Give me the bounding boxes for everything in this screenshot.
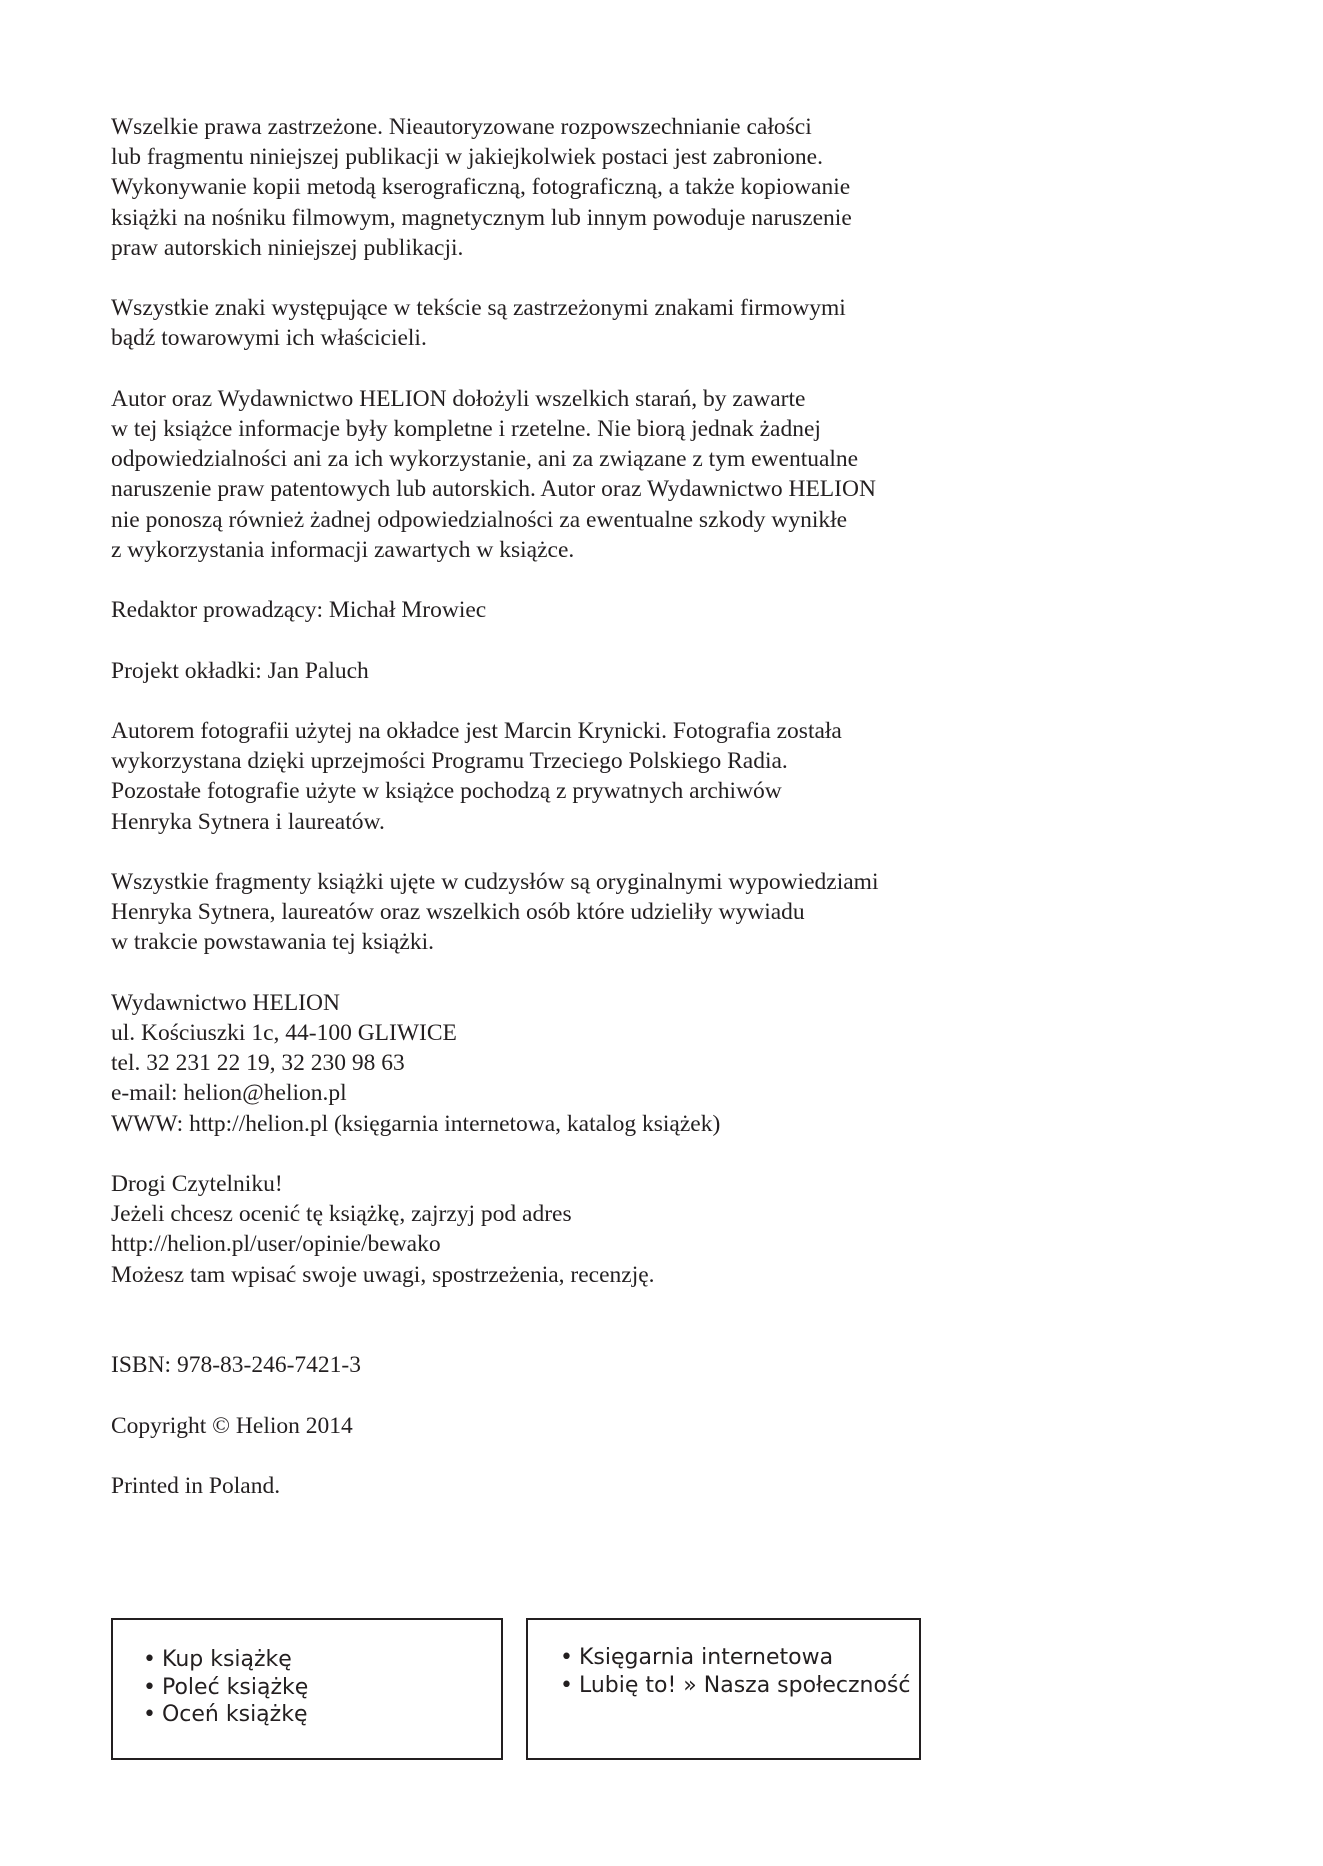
bullet-icon: • bbox=[560, 1645, 573, 1670]
text-line: w tej książce informacje były kompletne i rzetelne. Nie biorą jednak żadnej bbox=[111, 416, 821, 442]
bullet-icon: • bbox=[143, 1702, 156, 1727]
text-line: Pozostałe fotografie użyte w książce pochodzą z prywatnych archiwów bbox=[111, 778, 782, 805]
text-line: Wykonywanie kopii metodą kserograficzną, fotograficzną, a także kopiowanie bbox=[111, 174, 851, 201]
text-line: Wydawnictwo HELION bbox=[111, 989, 340, 1016]
text-line: Wszystkie fragmenty książki ujęte w cudzysłów są oryginalnymi wypowiedziami bbox=[111, 868, 879, 895]
book-actions-box bbox=[111, 1618, 503, 1760]
bullet-icon: • bbox=[560, 1672, 573, 1698]
text-line: Drogi Czytelniku! bbox=[111, 1170, 283, 1197]
text-line: ISBN: 978-83-246-7421-3 bbox=[111, 1352, 361, 1379]
document-text bbox=[111, 112, 1211, 1531]
text-line: e-mail: helion@helion.pl bbox=[111, 1080, 347, 1107]
text-line: Możesz tam wpisać swoje uwagi, spostrzeżenia, recenzję. bbox=[111, 1261, 655, 1288]
bullet-icon: • bbox=[143, 1674, 156, 1700]
text-line: Projekt okładki: Jan Paluch bbox=[111, 657, 369, 684]
bullet-icon: • bbox=[143, 1647, 156, 1672]
paragraph-editor bbox=[111, 595, 1211, 625]
text-line: Henryka Sytnera, laureatów oraz wszelkich osób które udzieliły wywiadu bbox=[111, 899, 805, 926]
text-line: http://helion.pl/user/opinie/bewako bbox=[111, 1231, 441, 1258]
text-line: Copyright © Helion 2014 bbox=[111, 1412, 353, 1439]
text-line: Jeżeli chcesz ocenić tę książkę, zajrzyj pod adres bbox=[111, 1201, 572, 1228]
recommend-book-link[interactable]: • Poleć książkę bbox=[143, 1674, 309, 1700]
paragraph-isbn bbox=[111, 1350, 1211, 1380]
text-line: Henryka Sytnera i laureatów. bbox=[111, 808, 385, 835]
text-line: Autor oraz Wydawnictwo HELION dołożyli wszelkich starań, by zawarte bbox=[111, 385, 806, 412]
online-bookstore-link[interactable]: • Księgarnia internetowa bbox=[560, 1645, 834, 1670]
text-line: wykorzystana dzięki uprzejmości Programu Trzeciego Polskiego Radia. bbox=[111, 748, 788, 775]
text-line: z wykorzystania informacji zawartych w książce. bbox=[111, 536, 575, 563]
text-line: odpowiedzialności ani za ich wykorzystanie, ani za związane z tym ewentualne bbox=[111, 446, 859, 473]
paragraph-photos bbox=[111, 716, 1211, 837]
paragraph-rights bbox=[111, 112, 1211, 263]
buy-book-link[interactable]: • Kup książkę bbox=[143, 1647, 292, 1672]
text-line: WWW: http://helion.pl (księgarnia internetowa, katalog książek) bbox=[111, 1110, 721, 1137]
text-line: bądź towarowymi ich właścicieli. bbox=[111, 325, 427, 352]
text-line: Printed in Poland. bbox=[111, 1472, 281, 1499]
text-line: nie ponoszą również żadnej odpowiedzialności za ewentualne szkody wynikłe bbox=[111, 506, 848, 533]
text-line: tel. 32 231 22 19, 32 230 98 63 bbox=[111, 1050, 405, 1077]
store-links-box bbox=[526, 1618, 921, 1760]
text-line: praw autorskich niniejszej publikacji. bbox=[111, 234, 464, 261]
text-line: ul. Kościuszki 1c, 44-100 GLIWICE bbox=[111, 1019, 457, 1046]
text-line: naruszenie praw patentowych lub autorskich. Autor oraz Wydawnictwo HELION bbox=[111, 476, 876, 503]
text-line: Redaktor prowadzący: Michał Mrowiec bbox=[111, 597, 487, 624]
paragraph-quotes bbox=[111, 867, 1211, 958]
paragraph-publisher-contact bbox=[111, 988, 1211, 1139]
paragraph-trademarks bbox=[111, 293, 1211, 353]
paragraph-copyright bbox=[111, 1411, 1211, 1441]
text-line: Wszelkie prawa zastrzeżone. Nieautoryzowane rozpowszechnianie całości bbox=[111, 114, 812, 140]
text-line: książki na nośniku filmowym, magnetycznym lub innym powoduje naruszenie bbox=[111, 204, 852, 231]
text-line: lub fragmentu niniejszej publikacji w jakiejkolwiek postaci jest zabronione. bbox=[111, 144, 823, 171]
rate-book-link[interactable]: • Oceń książkę bbox=[143, 1702, 308, 1727]
text-line: Autorem fotografii użytej na okładce jest Marcin Krynicki. Fotografia została bbox=[111, 717, 842, 744]
paragraph-reader-note bbox=[111, 1169, 1211, 1290]
text-line: Wszystkie znaki występujące w tekście są zastrzeżonymi znakami firmowymi bbox=[111, 295, 846, 322]
paragraph-printed bbox=[111, 1471, 1211, 1501]
community-link[interactable]: • Lubię to! » Nasza społeczność bbox=[560, 1672, 911, 1698]
paragraph-cover-design bbox=[111, 656, 1211, 686]
paragraph-disclaimer bbox=[111, 384, 1211, 565]
text-line: w trakcie powstawania tej książki. bbox=[111, 929, 435, 956]
